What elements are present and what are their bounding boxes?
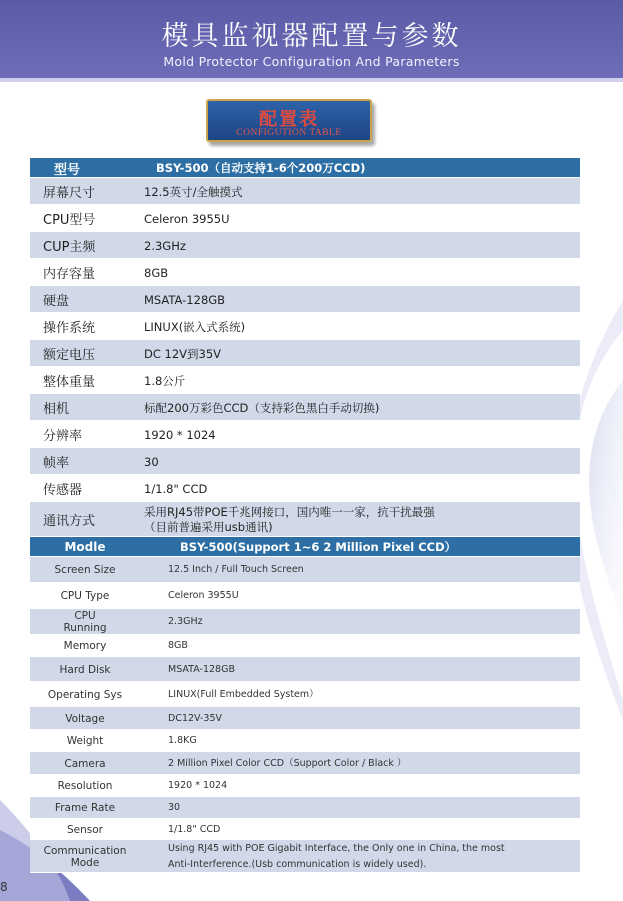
row-value: 30 <box>168 802 181 813</box>
table-row <box>30 819 580 840</box>
row-value: Celeron 3955U <box>144 211 230 226</box>
table-row <box>30 205 580 232</box>
row-value: 标配200万彩色CCD（支持彩色黑白手动切换) <box>144 400 380 415</box>
badge-title: 配置表 <box>259 109 319 130</box>
table-row <box>30 178 580 205</box>
row-value: 30 <box>144 454 159 469</box>
row-value: 2.3GHz <box>168 616 203 627</box>
table-row <box>30 367 580 394</box>
page-subtitle: Mold Protector Configuration And Parameters <box>163 54 460 69</box>
row-value: 2.3GHz <box>144 238 186 253</box>
row-key: Hard Disk <box>59 663 111 676</box>
row-key: Communication Mode <box>43 844 127 869</box>
table-row <box>30 502 580 537</box>
row-value: MSATA-128GB <box>168 663 235 675</box>
row-value: 1.8公斤 <box>144 373 186 388</box>
row-key: 传感器 <box>43 483 83 498</box>
header-value: BSY-500（自动支持1-6个200万CCD) <box>156 161 366 175</box>
row-value: 采用RJ45带POE千兆网接口，国内唯一一家，抗干扰最强 （目前普遍采用usb通讯) <box>144 504 435 534</box>
row-value: LINUX(Full Embedded System） <box>168 688 319 700</box>
page-title: 模具监视器配置与参数 <box>161 21 462 52</box>
row-key: 硬盘 <box>43 294 70 309</box>
row-value: 2 Million Pixel Color CCD（Support Color / Black ） <box>168 757 407 769</box>
row-value: Celeron 3955U <box>168 590 239 601</box>
table-row <box>30 730 580 752</box>
table-row <box>30 752 580 775</box>
row-key: 操作系统 <box>43 321 96 336</box>
header-key: 型号 <box>54 162 81 178</box>
table-row <box>30 286 580 313</box>
row-value: LINUX(嵌入式系统) <box>144 319 246 334</box>
table-row <box>30 557 580 583</box>
table-header <box>30 158 580 178</box>
table-row <box>30 775 580 797</box>
table-row <box>30 421 580 448</box>
table-row <box>30 259 580 286</box>
row-key: 额定电压 <box>43 348 96 363</box>
header-key: Modle <box>64 540 106 554</box>
row-value: 8GB <box>168 640 188 651</box>
table-row <box>30 707 580 730</box>
row-key: 屏幕尺寸 <box>43 186 96 201</box>
row-key: 分辨率 <box>43 429 83 444</box>
table-row <box>30 840 580 873</box>
table-row <box>30 797 580 819</box>
table-row <box>30 583 580 609</box>
row-key: Sensor <box>67 823 103 836</box>
row-value: DC 12V到35V <box>144 346 222 361</box>
row-key: Frame Rate <box>54 802 116 814</box>
row-key: Operating Sys <box>47 688 123 701</box>
row-key: Weight <box>66 735 104 747</box>
table-row <box>30 475 580 502</box>
row-key: 内存容量 <box>43 267 96 282</box>
table-row <box>30 635 580 657</box>
row-key: Screen Size <box>54 564 116 576</box>
row-key: Voltage <box>65 712 105 725</box>
row-key: CPU Running <box>63 610 107 634</box>
row-value: 1.8KG <box>168 735 197 746</box>
row-value: 1/1.8" CCD <box>168 823 221 835</box>
row-key: 通讯方式 <box>43 514 96 529</box>
table-row <box>30 340 580 367</box>
row-value: 1920 * 1024 <box>168 780 228 791</box>
table-row <box>30 682 580 707</box>
page-number: 8 <box>0 880 8 894</box>
row-value: Using RJ45 with POE Gigabit Interface, the Only one in China, the most Anti-Interference.(Usb communication is widely used). <box>168 842 505 870</box>
table-row <box>30 313 580 340</box>
table-row <box>30 232 580 259</box>
spec-table-chinese <box>30 158 580 537</box>
row-value: 12.5英寸/全触摸式 <box>144 184 243 199</box>
row-key: CPU型号 <box>43 213 96 228</box>
row-value: 8GB <box>144 265 169 280</box>
table-row <box>30 609 580 635</box>
row-value: MSATA-128GB <box>144 292 226 307</box>
row-key: Memory <box>63 640 107 652</box>
table-row <box>30 657 580 682</box>
table-row <box>30 394 580 421</box>
badge-subtitle: CONFIGUTION TABLE <box>236 128 342 138</box>
row-value: 1/1.8" CCD <box>144 481 208 496</box>
row-value: 12.5 Inch / Full Touch Screen <box>168 564 304 575</box>
row-key: CUP主频 <box>43 240 96 255</box>
row-value: 1920 * 1024 <box>144 427 216 442</box>
row-key: Camera <box>64 757 106 770</box>
header-value: BSY-500(Support 1~6 2 Million Pixel CCD） <box>180 540 457 554</box>
row-value: DC12V-35V <box>168 712 222 724</box>
config-table-badge <box>206 99 372 142</box>
page-header <box>0 0 623 78</box>
table-row <box>30 448 580 475</box>
row-key: CPU Type <box>60 590 110 602</box>
row-key: 相机 <box>43 402 70 417</box>
row-key: 帧率 <box>43 456 70 471</box>
spec-table-english <box>30 537 580 873</box>
row-key: Resolution <box>57 780 113 792</box>
row-key: 整体重量 <box>43 375 96 390</box>
table-header <box>30 537 580 557</box>
